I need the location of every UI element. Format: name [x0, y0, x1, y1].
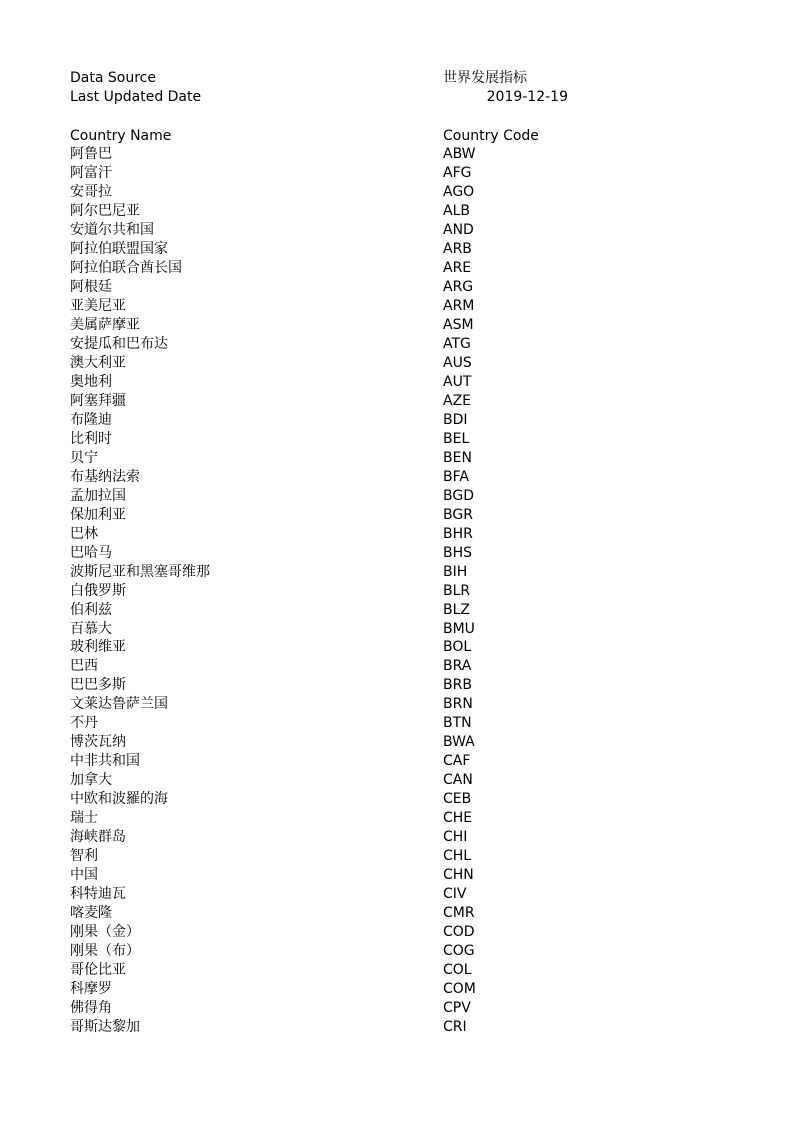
- country-name: 澳大利亚: [70, 354, 126, 371]
- table-row: [0, 183, 793, 202]
- table-row: [0, 980, 793, 999]
- table-row: [0, 563, 793, 582]
- country-code: AUT: [443, 373, 472, 390]
- table-row: [0, 202, 793, 221]
- table-row: [0, 733, 793, 752]
- country-name: 保加利亚: [70, 506, 126, 523]
- country-name: 巴林: [70, 525, 98, 542]
- country-name: 百慕大: [70, 620, 112, 637]
- country-code: ARB: [443, 240, 472, 257]
- table-row: [0, 695, 793, 714]
- table-row: [0, 506, 793, 525]
- table-row: [0, 487, 793, 506]
- header-country-code: Country Code: [443, 128, 539, 144]
- table-row: [0, 297, 793, 316]
- country-name: 瑞士: [70, 810, 98, 827]
- country-name: 不丹: [70, 715, 98, 732]
- table-row: [0, 240, 793, 259]
- country-name: 安提瓜和巴布达: [70, 335, 168, 352]
- country-code: ABW: [443, 146, 476, 162]
- country-name: 加拿大: [70, 772, 112, 789]
- table-row: [0, 620, 793, 639]
- country-name: 阿富汗: [70, 164, 112, 181]
- country-code: BWA: [443, 734, 475, 751]
- country-name: 阿塞拜疆: [70, 392, 126, 409]
- header-country-name: Country Name: [70, 128, 172, 144]
- table-row: [0, 828, 793, 847]
- country-name: 中欧和波羅的海: [70, 791, 168, 808]
- table-row: [0, 752, 793, 771]
- country-name: 科摩罗: [70, 981, 112, 998]
- country-code: BHR: [443, 525, 473, 542]
- table-row: [0, 638, 793, 657]
- country-code: CRI: [443, 1019, 467, 1036]
- table-row: [0, 771, 793, 790]
- country-name: 文莱达鲁萨兰国: [70, 696, 168, 713]
- table-row: [0, 468, 793, 487]
- country-name: 刚果（布）: [70, 943, 140, 960]
- table-row: [0, 373, 793, 392]
- country-code: CAF: [443, 753, 471, 770]
- country-name: 布基纳法索: [70, 468, 140, 485]
- country-code: AFG: [443, 164, 472, 181]
- table-row: [0, 544, 793, 563]
- table-row: [0, 259, 793, 278]
- table-row: [0, 961, 793, 980]
- country-code: BDI: [443, 411, 468, 428]
- country-code: BMU: [443, 620, 475, 637]
- table-row: [0, 866, 793, 885]
- table-row: [0, 430, 793, 449]
- country-name: 安道尔共和国: [70, 221, 154, 238]
- country-code: BLZ: [443, 601, 470, 618]
- country-code: COG: [443, 943, 475, 960]
- data-source-label: Data Source: [70, 70, 156, 86]
- country-code: BEL: [443, 430, 470, 447]
- country-code: ATG: [443, 335, 471, 352]
- country-name: 布隆迪: [70, 411, 112, 428]
- table-row: [0, 278, 793, 297]
- table-row: [0, 676, 793, 695]
- table-row: [0, 601, 793, 620]
- last-updated-label: Last Updated Date: [70, 89, 202, 105]
- country-name: 巴西: [70, 658, 98, 675]
- country-name: 美属萨摩亚: [70, 316, 140, 333]
- country-code: CHI: [443, 829, 468, 846]
- table-row: [0, 316, 793, 335]
- country-name: 喀麦隆: [70, 905, 112, 922]
- country-name: 阿鲁巴: [70, 146, 112, 162]
- country-name: 阿拉伯联合酋长国: [70, 259, 182, 276]
- country-code: AZE: [443, 392, 472, 409]
- table-row: [0, 164, 793, 183]
- country-name: 中国: [70, 867, 98, 884]
- table-row: [0, 145, 793, 164]
- country-code: COM: [443, 981, 476, 998]
- country-name: 波斯尼亚和黑塞哥维那: [70, 563, 210, 580]
- country-name: 贝宁: [70, 449, 98, 466]
- country-name: 安哥拉: [70, 183, 112, 200]
- data-source-value: 世界发展指标: [443, 70, 527, 86]
- country-code: CAN: [443, 772, 473, 789]
- country-name: 巴哈马: [70, 544, 112, 561]
- country-name: 巴巴多斯: [70, 677, 126, 694]
- table-row: [0, 904, 793, 923]
- table-row: [0, 790, 793, 809]
- country-name: 奥地利: [70, 373, 112, 390]
- last-updated-value: 2019-12-19: [486, 89, 568, 105]
- country-name: 博茨瓦纳: [70, 734, 126, 751]
- country-name: 哥斯达黎加: [70, 1019, 140, 1036]
- country-name: 阿尔巴尼亚: [70, 202, 140, 219]
- table-row: [0, 885, 793, 904]
- table-row: [0, 714, 793, 733]
- country-code: BRB: [443, 677, 472, 694]
- country-code: CHN: [443, 867, 474, 884]
- country-name: 白俄罗斯: [70, 582, 126, 599]
- country-code: CHE: [443, 810, 473, 827]
- country-name: 中非共和国: [70, 753, 140, 770]
- table-row: [0, 221, 793, 240]
- country-code: AGO: [443, 183, 475, 200]
- country-code: ARE: [443, 259, 472, 276]
- country-code: BTN: [443, 715, 472, 732]
- table-row: [0, 525, 793, 544]
- country-code: BOL: [443, 639, 472, 656]
- country-code: CHL: [443, 848, 472, 865]
- country-code: AUS: [443, 354, 472, 371]
- country-name: 比利时: [70, 430, 112, 447]
- country-name: 刚果（金）: [70, 924, 140, 941]
- country-code: ARM: [443, 297, 475, 314]
- country-code: CIV: [443, 886, 467, 903]
- country-name: 阿根廷: [70, 278, 112, 295]
- country-code: CEB: [443, 791, 472, 808]
- country-name: 科特迪瓦: [70, 886, 126, 903]
- country-name: 海峡群岛: [70, 829, 126, 846]
- table-row: [0, 1018, 793, 1037]
- country-code: AND: [443, 221, 474, 238]
- country-name: 智利: [70, 848, 98, 865]
- country-name: 伯利兹: [70, 601, 112, 618]
- table-row: [0, 449, 793, 468]
- country-code: CPV: [443, 1000, 471, 1017]
- country-code: BHS: [443, 544, 473, 561]
- table-row: [0, 923, 793, 942]
- country-name: 玻利维亚: [70, 639, 126, 656]
- country-code: BFA: [443, 468, 469, 485]
- country-code: ARG: [443, 278, 474, 295]
- country-code: ASM: [443, 316, 474, 333]
- table-row: [0, 999, 793, 1018]
- country-code: BRN: [443, 696, 473, 713]
- table-row: [0, 354, 793, 373]
- country-name: 阿拉伯联盟国家: [70, 240, 168, 257]
- table-row: [0, 657, 793, 676]
- table-row: [0, 335, 793, 354]
- country-code: BLR: [443, 582, 471, 599]
- table-row: [0, 942, 793, 961]
- country-code: BEN: [443, 449, 472, 466]
- country-code: CMR: [443, 905, 475, 922]
- table-row: [0, 847, 793, 866]
- table-row: [0, 392, 793, 411]
- country-code: COL: [443, 962, 472, 979]
- country-code: BGD: [443, 487, 474, 504]
- country-code: BIH: [443, 563, 468, 580]
- country-name: 哥伦比亚: [70, 962, 126, 979]
- table-row: [0, 582, 793, 601]
- table-row: [0, 411, 793, 430]
- country-name: 孟加拉国: [70, 487, 126, 504]
- country-code: BRA: [443, 658, 472, 675]
- country-code: COD: [443, 924, 475, 941]
- table-row: [0, 809, 793, 828]
- country-code: ALB: [443, 202, 470, 219]
- country-name: 亚美尼亚: [70, 297, 126, 314]
- country-code: BGR: [443, 506, 473, 523]
- country-name: 佛得角: [70, 1000, 112, 1017]
